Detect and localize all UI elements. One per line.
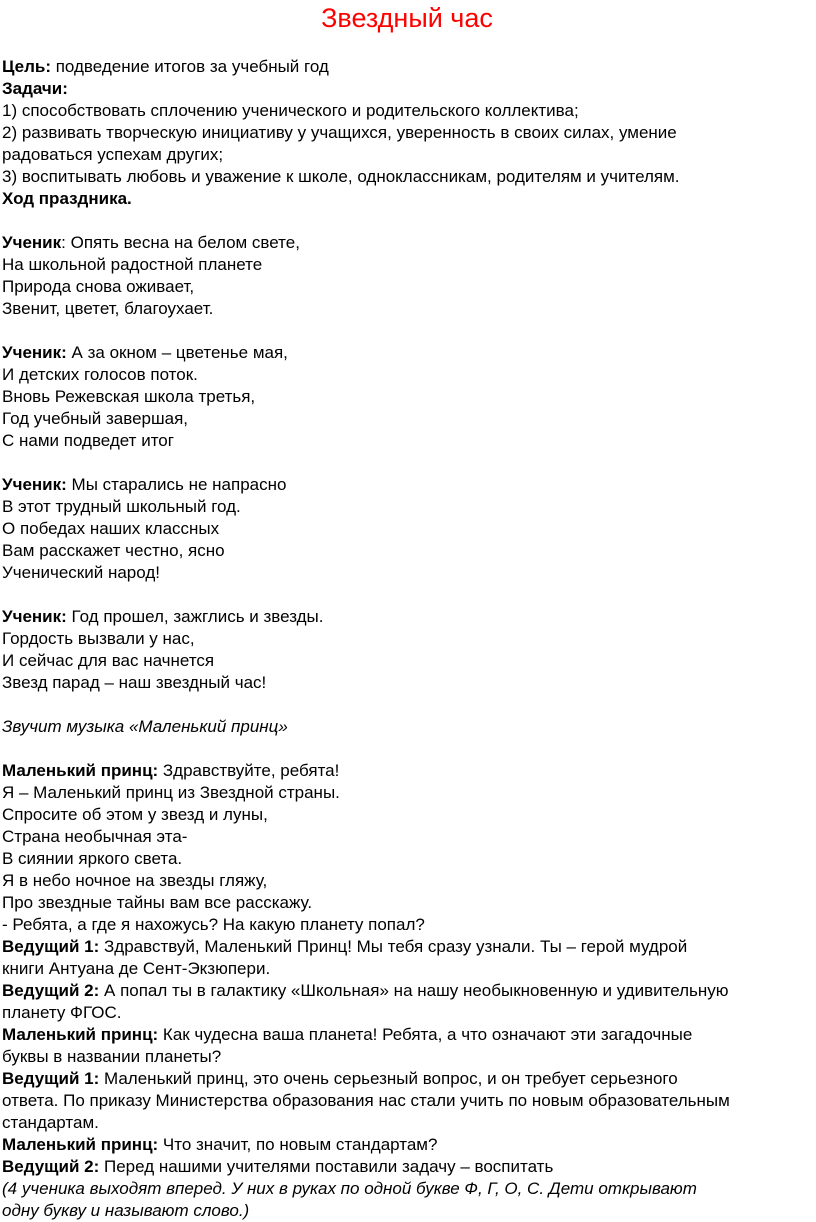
verse-line: Гордость вызвали у нас, [2, 629, 195, 648]
verse-line: В этот трудный школьный год. [2, 497, 241, 516]
verse-line: Ученик: Мы старались не напрасно [2, 475, 287, 494]
dialogue-line: Маленький принц: Здравствуйте, ребята! [2, 761, 340, 780]
verse-line: Вновь Режевская школа третья, [2, 387, 256, 406]
dialogue-line: - Ребята, а где я нахожусь? На какую планету попал? [2, 915, 425, 934]
task-item-2: 2) развивать творческую инициативу у учащихся, уверенность в своих силах, умение [2, 123, 677, 142]
dialogue-line: Я – Маленький принц из Звездной страны. [2, 783, 340, 802]
speaker-label: Ученик [2, 233, 62, 252]
task-item-1: 1) способствовать сплочению ученического и родительского коллектива; [2, 101, 579, 120]
dialogue-line: буквы в названии планеты? [2, 1047, 222, 1066]
dialogue-line: Ведущий 1: Маленький принц, это очень серьезный вопрос, и он требует серьезного [2, 1069, 678, 1088]
dialogue-line: Про звездные тайны вам все расскажу. [2, 893, 313, 912]
speaker-label: Ведущий 1: [2, 1069, 100, 1088]
verse-line: Ученик: Опять весна на белом свете, [2, 233, 300, 252]
document-title: Звездный час [321, 3, 493, 33]
dialogue-line: Ведущий 2: Перед нашими учителями поставили задачу – воспитать [2, 1157, 554, 1176]
stage-direction: одну букву и называют слово.) [2, 1201, 250, 1220]
speaker-label: Ученик: [2, 343, 67, 362]
dialogue-line: ответа. По приказу Министерства образования нас стали учить по новым образовательным [2, 1091, 730, 1110]
task-item-3: 3) воспитывать любовь и уважение к школе, одноклассникам, родителям и учителям. [2, 167, 680, 186]
dialogue-line: книги Антуана де Сент-Экзюпери. [2, 959, 271, 978]
verse-line: Год учебный завершая, [2, 409, 188, 428]
speaker-label: Ученик: [2, 475, 67, 494]
stage-direction: (4 ученика выходят вперед. У них в руках по одной букве Ф, Г, О, С. Дети открывают [2, 1179, 697, 1198]
dialogue-line: В сиянии яркого света. [2, 849, 183, 868]
dialogue-line: Ведущий 2: А попал ты в галактику «Школьная» на нашу необыкновенную и удивительную [2, 981, 729, 1000]
speaker-label: Ведущий 2: [2, 981, 100, 1000]
verse-line: Вам расскажет честно, ясно [2, 541, 225, 560]
verse-line: Звезд парад – наш звездный час! [2, 673, 267, 692]
verse-line: И детских голосов поток. [2, 365, 198, 384]
course-heading: Ход праздника. [2, 189, 132, 208]
dialogue-line: Ведущий 1: Здравствуй, Маленький Принц! Мы тебя сразу узнали. Ты – герой мудрой [2, 937, 688, 956]
dialogue-line: стандартам. [2, 1113, 99, 1132]
verse-line: Ученический народ! [2, 563, 160, 582]
goal-text: подведение итогов за учебный год [51, 57, 329, 76]
speaker-label: Маленький принц: [2, 1135, 159, 1154]
speaker-label: Ведущий 1: [2, 937, 100, 956]
verse-line: О победах наших классных [2, 519, 220, 538]
speaker-label: Маленький принц: [2, 1025, 159, 1044]
verse-line: Ученик: Год прошел, зажглись и звезды. [2, 607, 324, 626]
dialogue-line: Спросите об этом у звезд и луны, [2, 805, 268, 824]
task-item-2-cont: радоваться успехам других; [2, 145, 224, 164]
verse-line: Ученик: А за окном – цветенье мая, [2, 343, 288, 362]
dialogue-line: Маленький принц: Как чудесна ваша планета! Ребята, а что означают эти загадочные [2, 1025, 693, 1044]
music-note: Звучит музыка «Маленький принц» [2, 717, 288, 736]
verse-line: На школьной радостной планете [2, 255, 263, 274]
goal-label: Цель: [2, 57, 51, 76]
verse-line: Звенит, цветет, благоухает. [2, 299, 214, 318]
speaker-label: Маленький принц: [2, 761, 159, 780]
dialogue-line: Я в небо ночное на звезды гляжу, [2, 871, 268, 890]
verse-line: И сейчас для вас начнется [2, 651, 215, 670]
speaker-label: Ученик: [2, 607, 67, 626]
verse-line: Природа снова оживает, [2, 277, 195, 296]
dialogue-line: Маленький принц: Что значит, по новым стандартам? [2, 1135, 438, 1154]
tasks-label: Задачи: [2, 79, 68, 98]
dialogue-line: Страна необычная эта- [2, 827, 188, 846]
speaker-label: Ведущий 2: [2, 1157, 100, 1176]
dialogue-line: планету ФГОС. [2, 1003, 122, 1022]
goal-line [2, 56, 816, 78]
document-page [0, 2, 816, 1220]
verse-line: С нами подведет итог [2, 431, 174, 450]
